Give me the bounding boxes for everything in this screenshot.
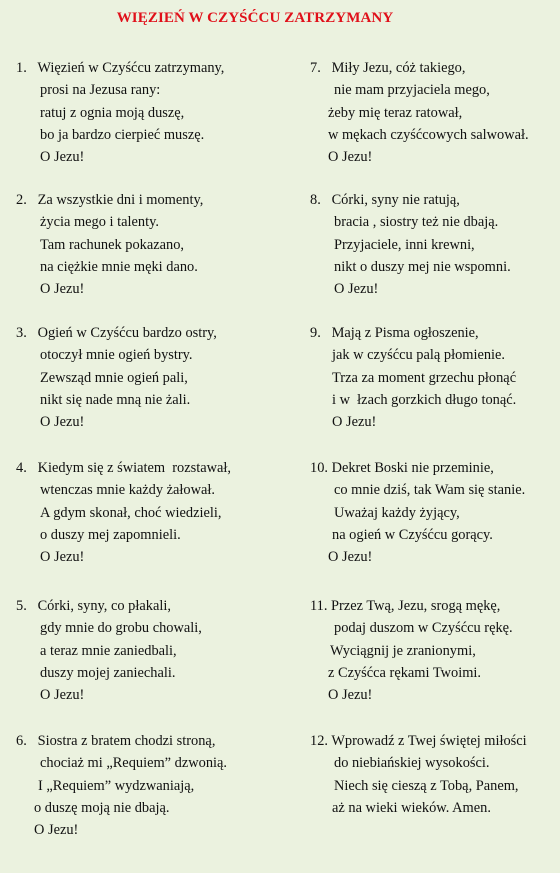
stanza-line: Przyjaciele, inni krewni, bbox=[334, 236, 475, 253]
stanza-10 bbox=[310, 457, 525, 568]
stanza-8 bbox=[310, 189, 511, 300]
stanza-11 bbox=[310, 595, 513, 706]
refrain: O Jezu! bbox=[40, 149, 85, 166]
stanza-line: 12. Wprowadź z Twej świętej miłości bbox=[310, 733, 527, 749]
stanza-line: o duszy mej zapomnieli. bbox=[40, 526, 181, 543]
stanza-line: Tam rachunek pokazano, bbox=[40, 236, 185, 253]
stanza-line: a teraz mnie zaniedbali, bbox=[40, 642, 177, 659]
stanza-line: podaj duszom w Czyśćcu rękę. bbox=[334, 620, 513, 637]
stanza-6 bbox=[16, 730, 227, 841]
stanza-line: 6. Siostra z bratem chodzi stroną, bbox=[16, 733, 216, 749]
refrain: O Jezu! bbox=[328, 687, 373, 704]
stanza-3 bbox=[16, 322, 217, 433]
stanza-line: Trza za moment grzechu płonąć bbox=[332, 369, 517, 386]
stanza-line: 10. Dekret Boski nie przeminie, bbox=[310, 460, 494, 476]
stanza-line: bracia , siostry też nie dbają. bbox=[334, 214, 499, 231]
stanza-line: o duszę moją nie dbają. bbox=[34, 799, 170, 816]
stanza-line: 9. Mają z Pisma ogłoszenie, bbox=[310, 325, 479, 341]
refrain: O Jezu! bbox=[332, 414, 377, 431]
stanza-line: nie mam przyjaciela mego, bbox=[334, 82, 490, 99]
stanza-line: 5. Córki, syny, co płakali, bbox=[16, 598, 171, 614]
stanza-4 bbox=[16, 457, 231, 568]
stanza-line: i w łzach gorzkich długo tonąć. bbox=[332, 391, 517, 408]
stanza-line: nikt o duszy mej nie wspomni. bbox=[334, 258, 511, 275]
stanza-line: Uważaj każdy żyjący, bbox=[334, 504, 460, 521]
refrain: O Jezu! bbox=[334, 281, 379, 298]
stanza-line: życia mego i talenty. bbox=[40, 214, 159, 231]
stanza-line: Wyciągnij je zranionymi, bbox=[330, 642, 476, 659]
refrain: O Jezu! bbox=[40, 281, 85, 298]
stanza-9 bbox=[310, 322, 516, 433]
stanza-7 bbox=[310, 57, 529, 168]
stanza-2 bbox=[16, 189, 203, 300]
stanza-line: chociaż mi „Requiem” dzwonią. bbox=[40, 755, 228, 772]
stanza-line: Zewsząd mnie ogień pali, bbox=[40, 369, 188, 386]
stanza-line: 2. Za wszystkie dni i momenty, bbox=[16, 192, 204, 208]
page-title: WIĘZIEŃ W CZYŚĆCU ZATRZYMANY bbox=[116, 10, 394, 26]
stanza-line: ratuj z ognia moją duszę, bbox=[40, 104, 185, 121]
refrain: O Jezu! bbox=[328, 149, 373, 166]
stanza-line: na ogień w Czyśćcu gorący. bbox=[332, 526, 493, 543]
stanza-line: duszy mojej zaniechali. bbox=[40, 664, 176, 681]
stanza-1 bbox=[16, 57, 224, 168]
stanza-line: bo ja bardzo cierpieć muszę. bbox=[40, 126, 205, 143]
stanza-line: wtenczas mnie każdy żałował. bbox=[40, 482, 216, 499]
stanza-line: I „Requiem” wydzwaniają, bbox=[38, 777, 195, 794]
refrain: O Jezu! bbox=[40, 549, 85, 566]
stanza-line: nikt się nade mną nie żali. bbox=[40, 391, 191, 408]
stanza-line: Niech się cieszą z Tobą, Panem, bbox=[334, 777, 519, 794]
stanza-line: jak w czyśćcu palą płomienie. bbox=[332, 347, 506, 364]
stanza-line: prosi na Jezusa rany: bbox=[40, 82, 161, 99]
stanza-line: 1. Więzień w Czyśćcu zatrzymany, bbox=[16, 60, 225, 76]
stanza-line: 7. Miły Jezu, cóż takiego, bbox=[310, 60, 466, 76]
stanza-line: żeby mię teraz ratował, bbox=[328, 104, 463, 121]
stanza-line: 8. Córki, syny nie ratują, bbox=[310, 192, 460, 208]
stanza-line: aż na wieki wieków. Amen. bbox=[332, 799, 491, 816]
stanza-line: w mękach czyśćcowych salwował. bbox=[328, 126, 529, 143]
refrain: O Jezu! bbox=[34, 822, 79, 839]
stanza-12 bbox=[310, 730, 527, 819]
stanza-line: co mnie dziś, tak Wam się stanie. bbox=[334, 482, 526, 499]
stanza-line: gdy mnie do grobu chowali, bbox=[40, 620, 202, 637]
refrain: O Jezu! bbox=[328, 549, 373, 566]
stanza-line: do niebiańskiej wysokości. bbox=[334, 755, 490, 772]
stanza-line: otoczył mnie ogień bystry. bbox=[40, 347, 193, 364]
stanza-line: 11. Przez Twą, Jezu, srogą mękę, bbox=[310, 598, 501, 614]
stanza-line: na ciężkie mnie męki dano. bbox=[40, 258, 198, 275]
stanza-line: 3. Ogień w Czyśćcu bardzo ostry, bbox=[16, 325, 217, 341]
stanza-5 bbox=[16, 595, 202, 706]
refrain: O Jezu! bbox=[40, 414, 85, 431]
stanza-line: A gdym skonał, choć wiedzieli, bbox=[40, 504, 222, 521]
stanza-line: z Czyśćca rękami Twoimi. bbox=[328, 664, 481, 681]
refrain: O Jezu! bbox=[40, 687, 85, 704]
stanza-line: 4. Kiedym się z światem rozstawał, bbox=[16, 460, 232, 476]
